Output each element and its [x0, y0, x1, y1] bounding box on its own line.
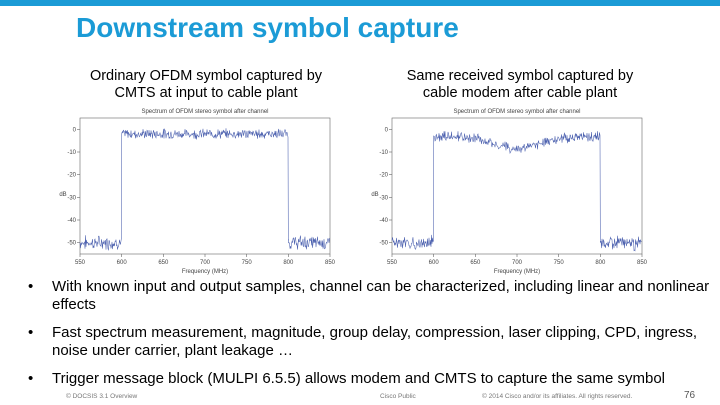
bullet-text: With known input and output samples, channel can be characterized, including linear and nonlinear effects — [52, 278, 710, 313]
x-axis-label: Frequency (MHz) — [181, 269, 229, 275]
x-tick-label: 600 — [116, 260, 127, 266]
plot-frame — [392, 118, 642, 254]
bullet-marker: • — [28, 370, 34, 387]
x-axis-label: Frequency (MHz) — [493, 269, 541, 275]
spectrum-chart-input-svg — [58, 104, 338, 276]
y-tick-label: -30 — [67, 195, 76, 202]
footer-left: © DOCSIS 3.1 Overview — [66, 393, 138, 400]
y-axis-label: dB — [371, 192, 379, 198]
x-tick-label: 800 — [283, 260, 294, 266]
y-tick-label: -10 — [379, 150, 388, 156]
bullet-marker: • — [28, 324, 34, 341]
y-tick-label: -20 — [379, 172, 388, 179]
bullet-item — [26, 324, 716, 360]
x-tick-label: 550 — [74, 260, 86, 266]
y-tick-label: -50 — [67, 240, 76, 247]
spectrum-chart-output — [370, 104, 650, 276]
page-title: Downstream symbol capture — [76, 12, 459, 43]
accent-bar — [0, 0, 720, 6]
caption-right — [372, 68, 668, 102]
x-tick-label: 650 — [158, 260, 169, 266]
y-tick-label: -40 — [379, 218, 388, 224]
x-tick-label: 800 — [595, 260, 606, 266]
x-tick-label: 650 — [470, 260, 481, 266]
bullet-marker: • — [28, 278, 34, 295]
caption-left-line2: CMTS at input to cable plant — [114, 85, 298, 101]
y-axis-label: dB — [59, 192, 67, 198]
spectrum-chart-output-svg — [370, 104, 650, 276]
y-tick-label: -10 — [67, 150, 76, 156]
y-tick-label: -50 — [379, 240, 388, 247]
x-tick-label: 700 — [511, 260, 523, 266]
y-tick-label: -40 — [67, 218, 76, 224]
caption-left-line1: Ordinary OFDM symbol captured by — [89, 68, 323, 84]
x-tick-label: 850 — [324, 260, 336, 266]
bullet-text: Trigger message block (MULPI 6.5.5) allows modem and CMTS to capture the same symbol — [52, 370, 666, 387]
x-tick-label: 550 — [386, 260, 398, 266]
caption-left — [56, 68, 356, 102]
chart-title: Spectrum of OFDM stereo symbol after channel — [141, 109, 269, 115]
caption-right-line1: Same received symbol captured by — [406, 68, 634, 84]
x-tick-label: 600 — [428, 260, 439, 266]
bullet-item — [26, 370, 716, 388]
x-tick-label: 700 — [199, 260, 211, 266]
page-number: 76 — [684, 390, 696, 401]
chart-title: Spectrum of OFDM stereo symbol after channel — [453, 109, 581, 115]
y-tick-label: 0 — [72, 127, 76, 134]
footer-copyright: © 2014 Cisco and/or its affiliates. All rights reserved. — [482, 393, 633, 400]
caption-right-line2: cable modem after cable plant — [422, 85, 618, 101]
x-tick-label: 750 — [241, 260, 252, 266]
x-tick-label: 750 — [553, 260, 564, 266]
y-tick-label: 0 — [384, 127, 388, 134]
bullet-list — [26, 278, 716, 388]
plot-frame — [80, 118, 330, 254]
spectrum-chart-input — [58, 104, 338, 276]
x-tick-label: 850 — [636, 260, 648, 266]
y-tick-label: -20 — [67, 172, 76, 179]
footer-classification: Cisco Public — [380, 393, 416, 400]
bullet-item — [26, 278, 716, 314]
bullet-text: Fast spectrum measurement, magnitude, group delay, compression, laser clipping, CPD, ingress, noise under carrier, plant leakage … — [52, 324, 698, 359]
y-tick-label: -30 — [379, 195, 388, 202]
